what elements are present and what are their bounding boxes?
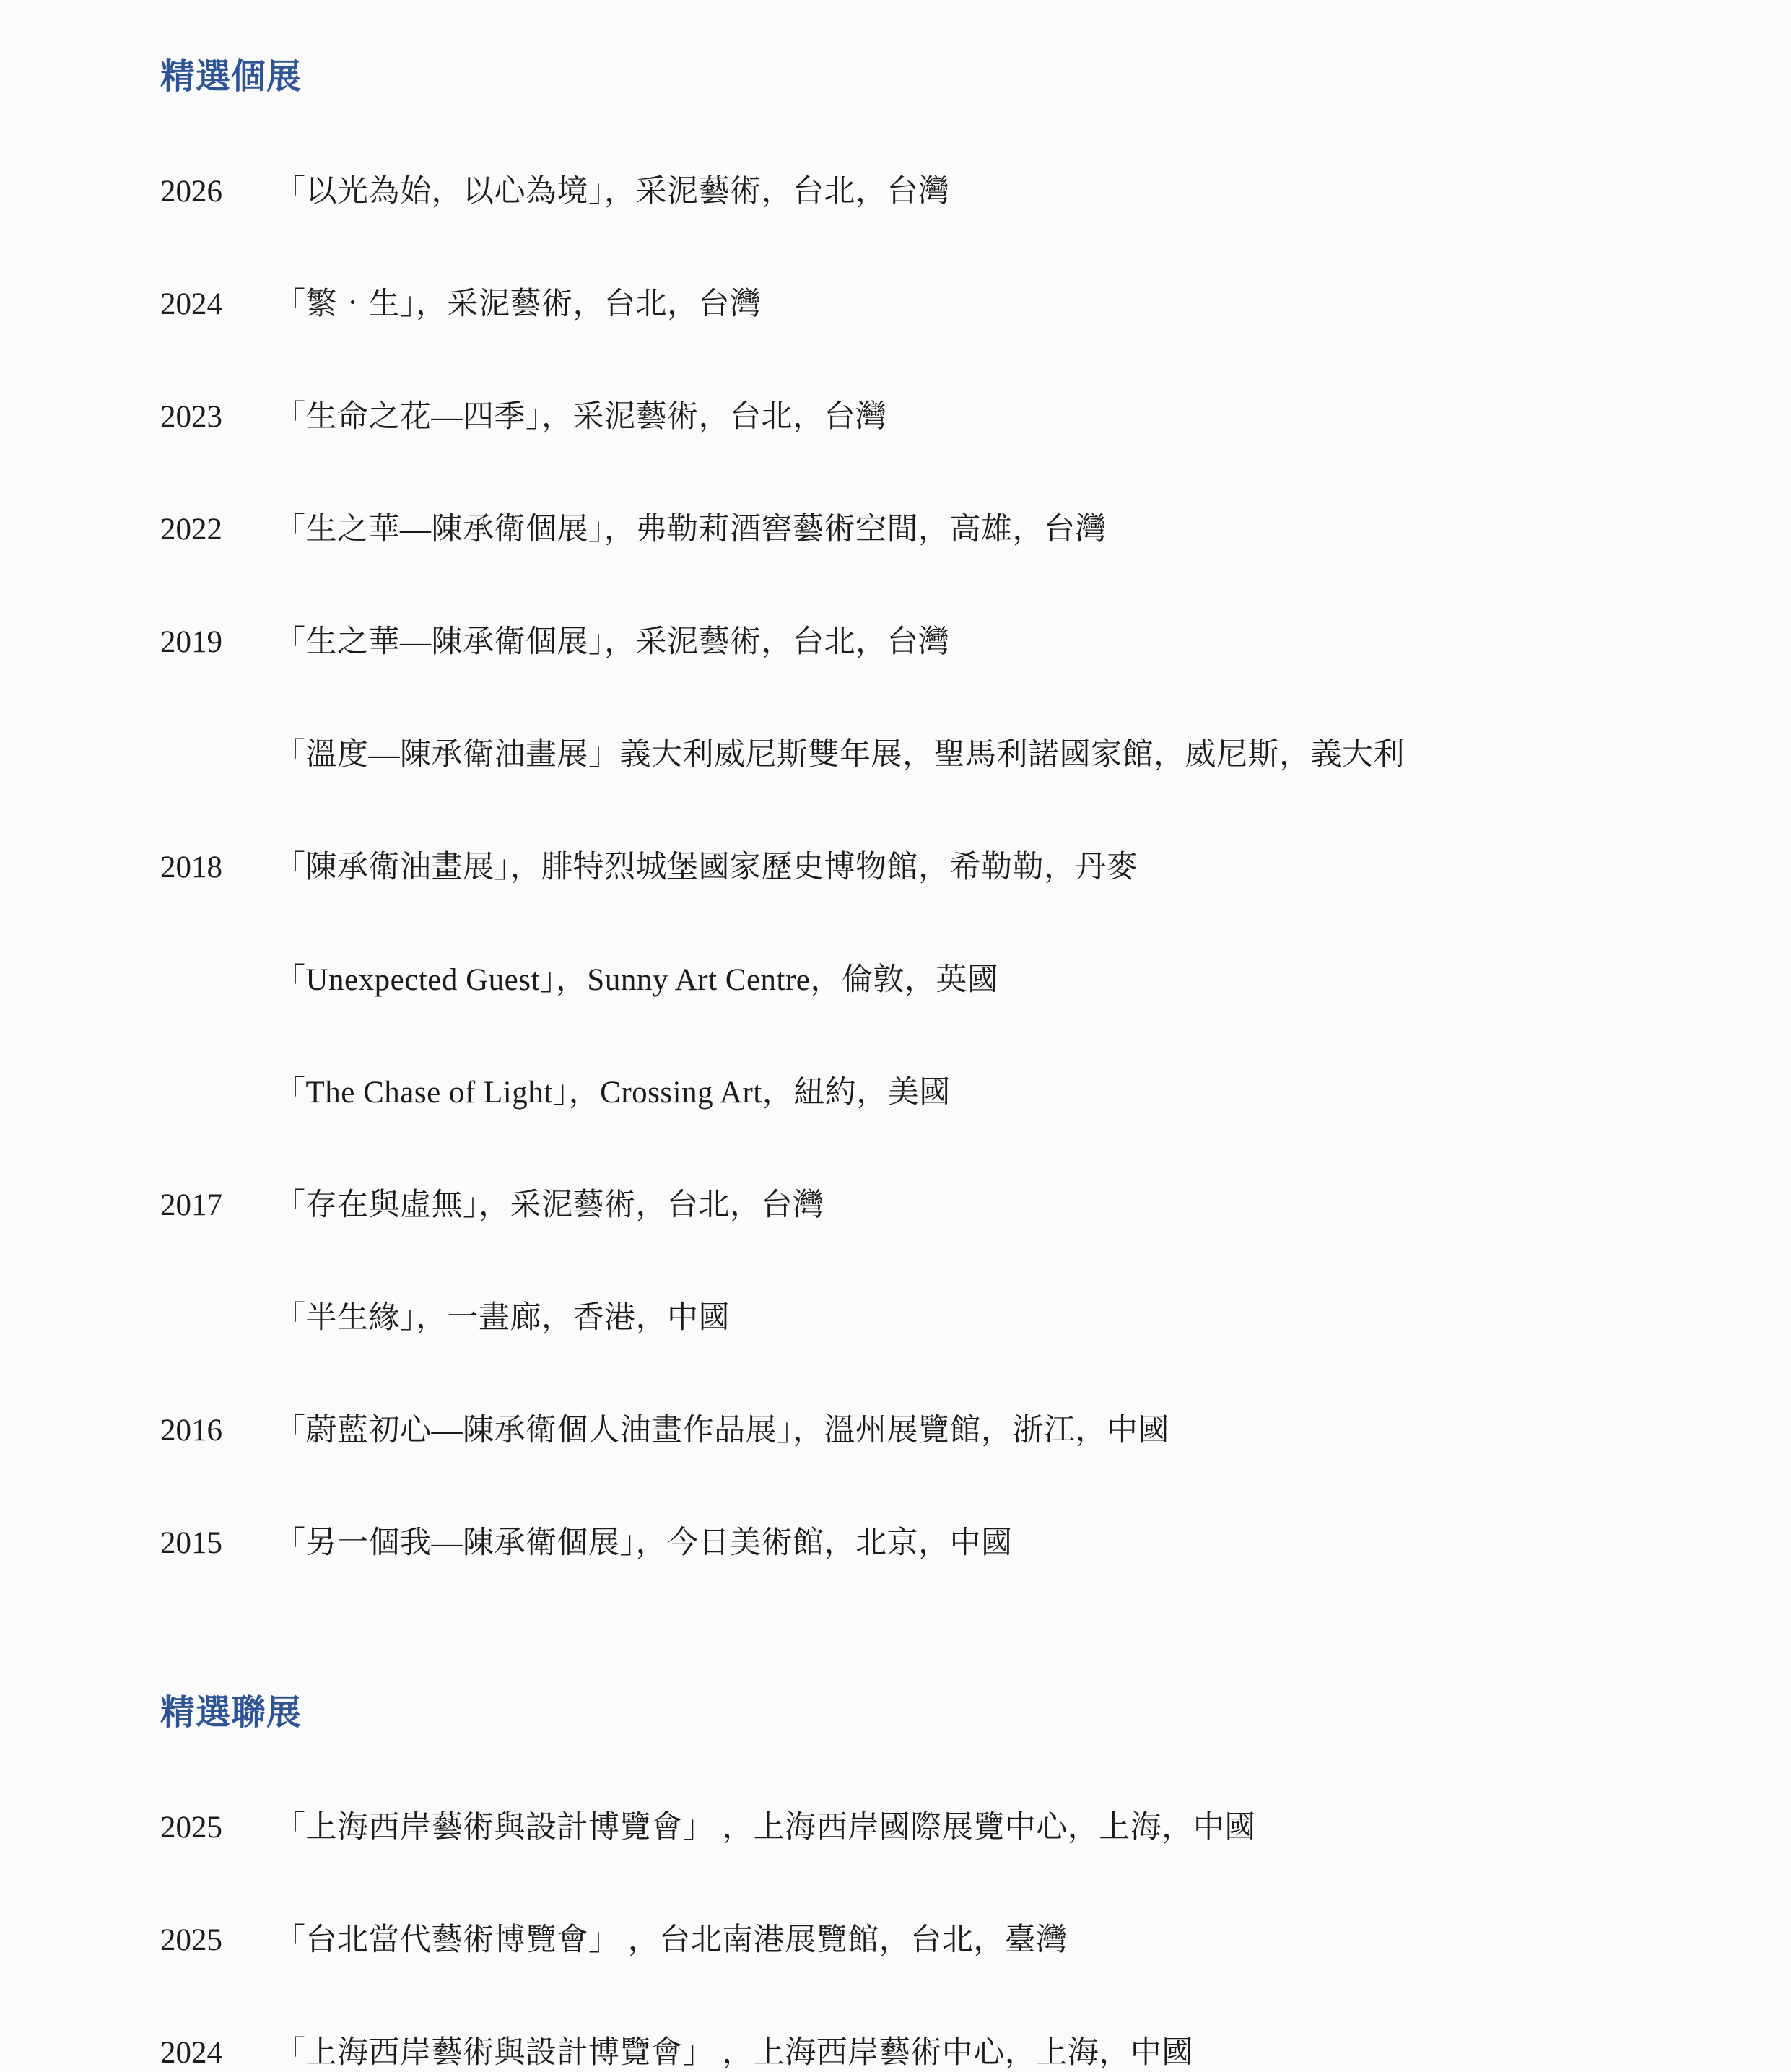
exhibition-entry [0,173,1791,211]
exhibition-entry [0,1412,1791,1450]
exhibition-entry [0,1809,1791,1847]
entry-year: 2022 [160,513,222,547]
entry-year: 2018 [160,850,222,884]
entry-description: 「陳承衛油畫展」，腓特烈城堡國家歷史博物館，希勒勒，丹麥 [274,850,1138,884]
entry-year: 2025 [160,1923,222,1957]
exhibition-section [0,1692,1791,2072]
entry-description: 「溫度—陳承衛油畫展」義大利威尼斯雙年展，聖馬利諾國家館，威尼斯，義大利 [274,738,1405,772]
entry-description: 「生之華—陳承衛個展」，弗勒莉酒窖藝術空間，高雄，台灣 [274,513,1107,547]
exhibition-entry [0,2034,1791,2072]
entry-description: 「The Chase of Light」，Crossing Art，紐約，美國 [274,1076,951,1110]
entry-year: 2024 [160,2036,222,2070]
exhibition-entry [0,399,1791,436]
entry-year: 2015 [160,1526,222,1560]
entry-description: 「Unexpected Guest」，Sunny Art Centre，倫敦，英國 [274,963,999,997]
entry-list [0,173,1791,1562]
exhibition-entry [0,962,1791,999]
entry-description: 「生命之花—四季」，采泥藝術，台北，台灣 [274,400,887,434]
entry-year: 2019 [160,625,222,659]
exhibition-entry [0,1187,1791,1224]
exhibition-entry [0,511,1791,549]
entry-year: 2024 [160,287,222,321]
entry-year: 2025 [160,1811,222,1845]
entry-description: 「台北當代藝術博覽會」 ，台北南港展覽館，台北，臺灣 [274,1923,1068,1957]
entry-year: 2017 [160,1188,222,1222]
section-title: 精選聯展 [160,1694,302,1732]
entry-description: 「生之華—陳承衛個展」，采泥藝術，台北，台灣 [274,625,950,659]
exhibition-entry [0,1074,1791,1112]
exhibition-entry [0,849,1791,887]
exhibition-entry [0,624,1791,661]
entry-year: 2023 [160,400,222,434]
entry-description: 「繁‧生」，采泥藝術，台北，台灣 [274,287,762,321]
entry-list [0,1809,1791,2072]
exhibition-entry [0,1922,1791,1959]
entry-description: 「另一個我—陳承衛個展」，今日美術館，北京，中國 [274,1526,1013,1560]
entry-year: 2016 [160,1414,222,1448]
exhibition-entry [0,1300,1791,1337]
entry-year: 2026 [160,175,222,209]
exhibition-entry [0,1525,1791,1562]
exhibition-section [0,56,1791,1562]
entry-description: 「存在與虛無」，采泥藝術，台北，台灣 [274,1188,824,1222]
entry-description: 「上海西岸藝術與設計博覽會」 ，上海西岸國際展覽中心，上海，中國 [274,1811,1256,1845]
entry-description: 「蔚藍初心—陳承衛個人油畫作品展」，溫州展覽館，浙江，中國 [274,1414,1169,1448]
exhibition-entry [0,286,1791,323]
entry-description: 「以光為始，以心為境」，采泥藝術，台北，台灣 [274,175,950,209]
section-title: 精選個展 [160,58,302,96]
exhibition-sections [0,56,1791,2072]
entry-description: 「上海西岸藝術與設計博覽會」 ，上海西岸藝術中心，上海，中國 [274,2036,1193,2070]
exhibition-entry [0,736,1791,774]
entry-description: 「半生緣」，一畫廊，香港，中國 [274,1301,730,1335]
